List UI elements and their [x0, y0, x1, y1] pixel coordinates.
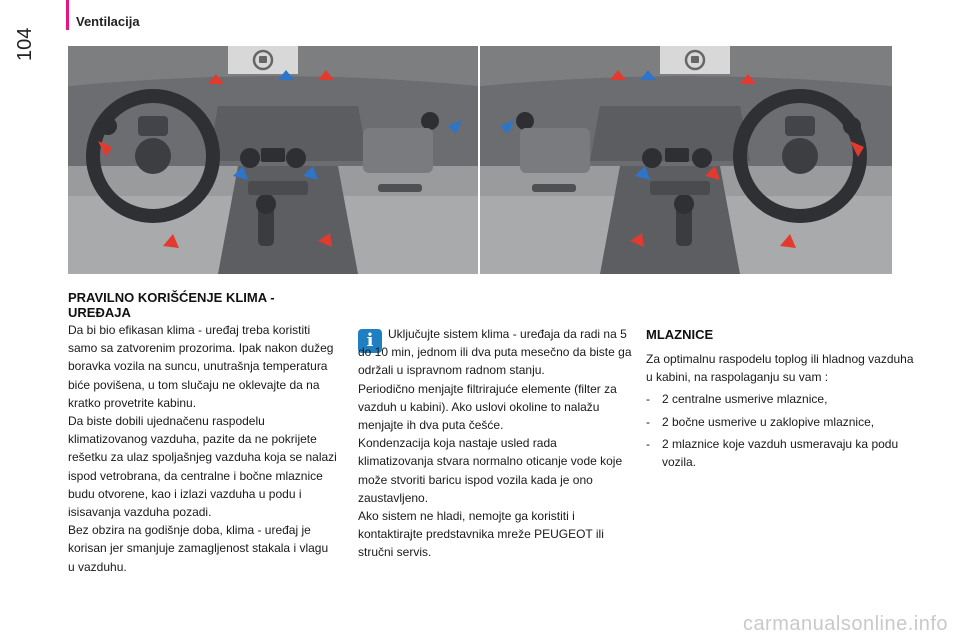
- usage-paragraph: Bez obzira na godišnje doba, klima - uređaj je korisan jer smanjuje zamagljenost stakala i vlagu u vazduhu.: [68, 523, 329, 574]
- usage-paragraph: Da bi bio efikasan klima - uređaj treba koristiti samo sa zatvorenim prozorima. Ipak nakon dužeg boravka vozila na suncu, unutrašnja temperatura biće povišena, u tom slučaju ne oklevajte da na kratko provetrite kabinu.: [68, 323, 334, 410]
- usage-paragraph: Da biste dobili ujednačenu raspodelu klimatizovanog vazduha, pazite da ne pokrijete rešetku za ulaz spoljašnjeg vazduha koja se nalazi ispod vetrobrana, da centralne i bočne mlaznice budu otvorene, kao i izlazi vazduha u podu i isisavanja vazduha pozadi.: [68, 414, 337, 520]
- watermark: carmanualsonline.info: [742, 613, 948, 635]
- dashboard-figure-left: [68, 46, 480, 274]
- info-paragraph: Kondenzacija koja nastaje usled rada klimatizovanja stvara normalno oticanje vode koje može stvoriti baricu ispod vozila kada je ono zaustavljeno.: [358, 436, 623, 505]
- section-title: Ventilacija: [76, 14, 140, 29]
- usage-section-text: [68, 321, 338, 576]
- usage-section-title: PRAVILNO KORIŠĆENJE KLIMA - UREĐAJA: [68, 290, 275, 320]
- vents-intro: Za optimalnu raspodelu toplog ili hladnog vazduha u kabini, na raspolaganju su vam :: [646, 352, 914, 385]
- list-item: - 2 centralne usmerive mlaznice,: [646, 392, 828, 407]
- info-icon: i: [358, 329, 382, 353]
- vents-section-text: [646, 350, 916, 471]
- list-item: - 2 mlaznice koje vazduh usmeravaju ka podu vozila.: [646, 436, 899, 470]
- vents-section-title: MLAZNICE: [646, 327, 714, 342]
- info-paragraph: Ako sistem ne hladi, nemojte ga koristiti i kontaktirajte predstavnika mreže PEUGEOT ili stručni servis.: [358, 509, 604, 560]
- info-paragraph: Uključujte sistem klima - uređaja da radi na 5 do 10 min, jednom ili dva puta mesečno da biste ga održali u ispravnom radnom stanju.: [358, 327, 632, 378]
- dashboard-figure-right: [480, 46, 892, 274]
- info-paragraph: Periodično menjajte filtrirajuće elemente (filter za vazduh u kabini). Ako uslovi okoline to nalažu menjajte ih dva puta češće.: [358, 381, 617, 433]
- section-accent-bar: [66, 0, 69, 30]
- page-number: 104: [14, 27, 36, 61]
- info-note-text: [358, 325, 632, 562]
- list-item: - 2 bočne usmerive u zaklopive mlaznice,: [646, 414, 875, 429]
